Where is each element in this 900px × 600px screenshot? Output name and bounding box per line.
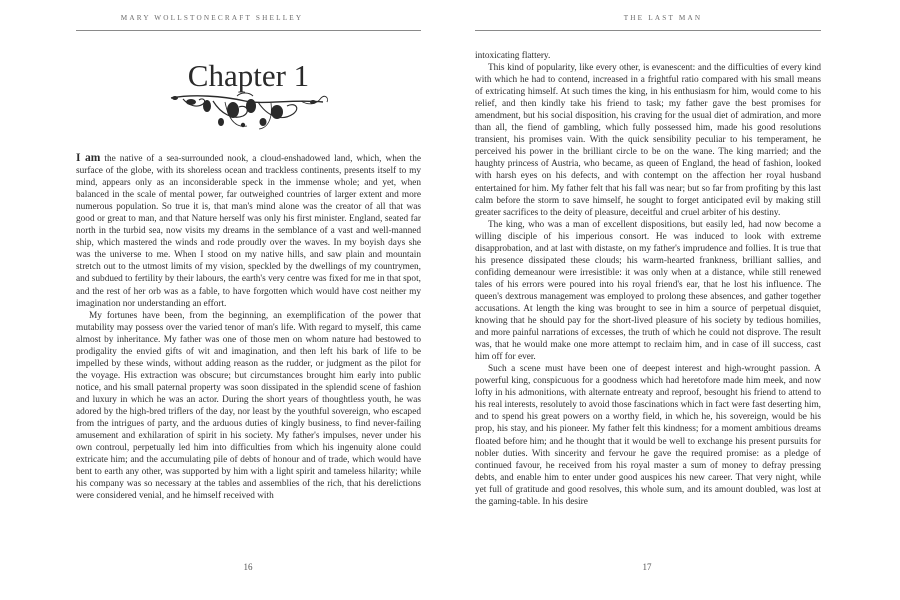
header-rule <box>475 30 821 31</box>
left-body-text <box>76 152 421 502</box>
paragraph: Such a scene must have been one of deepest interest and high-wrought passion. A powerful king, conspicuous for a goodness which had heretofore made him meek, and now lofty in his admonitions, with alternate entreaty and reproof, besought his friend to attend to his real interests, resolutely to avoid those fascinations which in fact were fast deserting him, and to spend his great powers on a worthy field, in which he, his sovereign, would be his prop, his stay, and his pioneer. My father felt this kindness; for a moment ambitious dreams floated before him; and he thought that it would be well to exchange his present pursuits for nobler duties. With sincerity and fervour he gave the required promise: as a pledge of continued favour, he received from his royal master a sum of money to defray pressing debts, and enable him to enter under good auspices his new career. That very night, while yet full of gratitude and good resolves, this whole sum, and its amount doubled, was lost at the gaming-table. In his desire <box>475 364 821 507</box>
paragraph-text: the native of a sea-surrounded nook, a cloud-enshadowed land, which, when the surface of the globe, with its shoreless ocean and trackless continents, presents itself to my mind, appears only as an inconsiderable speck in the immense whole; and yet, when balanced in the scale of mental power, far outweighed countries of larger extent and more numerous population. So true it is, that man's mind alone was the creator of all that was good or great to man, and that Nature herself was only his first minister. England, seated far north in the turbid sea, now visits my dreams in the semblance of a vast and well-manned ship, which mastered the winds and rode proudly over the waves. In my boyish days she was the universe to me. When I stood on my native hills, and saw plain and mountain stretch out to the utmost limits of my vision, speckled by the dwellings of my countrymen, and subdued to fertility by their labours, the earth's very centre was fixed for me in that spot, and the rest of her orb was as a fable, to have forgotten which would have cost neither my imagination nor understanding an effort. <box>76 154 422 309</box>
paragraph: intoxicating flattery. <box>475 51 551 61</box>
paragraph: The king, who was a man of excellent dispositions, but easily led, had now become a willing disciple of his imperious consort. He was induced to look with extreme disapprobation, and at last with distaste, on my father's imprudence and follies. It is true that his presence dissipated these clouds; his warm-hearted frankness, brilliant sallies, and confiding demeanour were irresistible: it was only when at a distance, while still renewed tales of his errors were poured into his royal friend's ear, that he lost his influence. The queen's dextrous management was employed to prolong these absences, and gather together accusations. At length the king was brought to see in him a source of perpetual disquiet, knowing that he should pay for the short-lived pleasure of his society by tedious homilies, and more painful narrations of excesses, the truth of which he could not disprove. The result was, that he would make one more attempt to reclaim him, and in case of ill success, cast him off for ever. <box>475 219 821 363</box>
opening-words: I am <box>76 152 101 164</box>
page-number: 17 <box>642 562 652 572</box>
header-rule <box>76 30 421 31</box>
flourish-ornament-icon <box>163 92 333 132</box>
right-body-text <box>475 50 821 508</box>
chapter-title: Chapter 1 <box>187 58 310 93</box>
paragraph: My fortunes have been, from the beginning, an exemplification of the power that mutability may possess over the varied tenor of man's life. With regard to myself, this came almost by inheritance. My father was one of those men on whom nature had bestowed to prodigality the envied gifts of wit and imagination, and then left his bark of life to be impelled by these winds, without adding reason as the rudder, or judgment as the pilot for the voyage. His extraction was obscure; but circumstances brought him early into public notice, and his small paternal property was soon dissipated in the splendid scene of fashion and luxury in which he was an actor. During the short years of thoughtless youth, he was adored by the high-bred triflers of the day, nor least by the youthful sovereign, who escaped from the intrigues of party, and the arduous duties of kingly business, to find never-failing amusement and exhilaration of spirit in his society. My father's impulses, never under his own controul, perpetually led him into difficulties from which his ingenuity alone could extricate him; and the accumulating pile of debts of honour and of trade, which would have bent to earth any other, was supported by him with a light spirit and tameless hilarity; while his company was so necessary at the tables and assemblies of the rich, that his derelictions were considered venial, and he himself received with <box>76 310 421 502</box>
paragraph: This kind of popularity, like every other, is evanescent: and the difficulties of every kind with which he had to contend, increased in a frightful ratio compared with his small means of extricating himself. At such times the king, in his enthusiasm for him, would come to his relief, and then kindly take his friend to task; my father gave the best promises for amendment, but his social disposition, his craving for the usual diet of admiration, and more than all, the fiend of gambling, which fully possessed him, made his good resolutions transient, his promises vain. With the quick sensibility peculiar to his temperament, he perceived his power in the brilliant circle to be on the wane. The king married; and the haughty princess of Austria, who became, as queen of England, the head of fashion, looked with harsh eyes on his defects, and with contempt on the affection her royal husband entertained for him. My father felt that his fall was near; but so far from profiting by this last calm before the storm to save himself, he sought to forget anticipated evil by making still greater sacrifices to the deity of pleasure, deceitful and cruel arbiter of his destiny. <box>475 63 821 218</box>
page-number: 16 <box>243 562 253 572</box>
running-head-title: THE LAST MAN <box>623 14 703 22</box>
running-head-author: MARY WOLLSTONECRAFT SHELLEY <box>120 14 304 22</box>
paragraph <box>76 152 421 310</box>
right-page <box>450 0 900 600</box>
